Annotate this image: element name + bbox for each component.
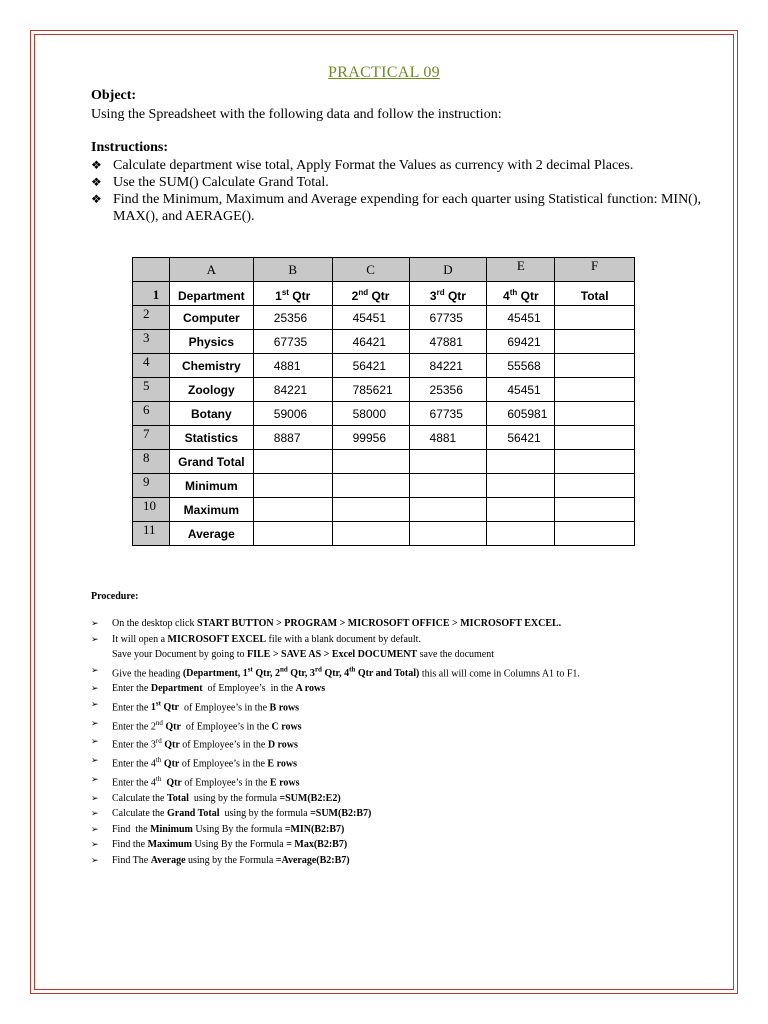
column-header: A [169,258,253,282]
q1-cell: 84221 [253,378,332,402]
total-cell [555,354,635,378]
total-cell [555,330,635,354]
arrow-bullet-icon: ➢ [91,683,99,694]
procedure-step: ➢ Give the heading (Department, 1st Qtr, 2nd Qtr, 3rd Qtr, 4th Qtr and Total) this all will come in Columns A1 to F1. [91,663,711,682]
table-row [133,354,635,378]
row-number: 9 [133,474,170,498]
procedure-step: ➢ It will open a MICROSOFT EXCEL file with a blank document by default. [91,632,711,648]
row-number: 1 [133,282,170,306]
procedure-heading: Procedure: [91,591,139,602]
q2-cell: 58000 [332,402,409,426]
spreadsheet-table [132,257,635,546]
header-cell-q4: 4th Qtr [487,282,555,306]
procedure-step: ➢ Enter the 2nd Qtr of Employee’s in the C rows [91,716,711,735]
header-cell-department: Department [169,282,253,306]
q3-cell: 67735 [409,306,487,330]
q4-cell [487,474,555,498]
arrow-bullet-icon: ➢ [91,839,99,850]
row-number: 8 [133,450,170,474]
row-number: 6 [133,402,170,426]
department-cell: Chemistry [169,354,253,378]
table-row [133,378,635,402]
q2-cell: 46421 [332,330,409,354]
object-heading: Object: [91,88,137,103]
table-row [133,498,635,522]
arrow-bullet-icon: ➢ [91,664,99,675]
q4-cell [487,450,555,474]
q3-cell [409,450,487,474]
department-cell: Average [169,522,253,546]
department-cell: Grand Total [169,450,253,474]
department-cell: Maximum [169,498,253,522]
diamond-bullet-icon: ❖ [91,158,102,172]
arrow-bullet-icon: ➢ [91,698,99,709]
department-cell: Zoology [169,378,253,402]
q3-cell: 4881 [409,426,487,450]
row-number: 3 [133,330,170,354]
procedure-step: ➢ Enter the 4th Qtr of Employee’s in the E rows [91,753,711,772]
column-header: D [409,258,487,282]
q2-cell [332,474,409,498]
total-cell [555,522,635,546]
row-number: 5 [133,378,170,402]
diamond-bullet-icon: ❖ [91,192,102,206]
q1-cell: 25356 [253,306,332,330]
row-number: 2 [133,306,170,330]
table-row [133,522,635,546]
q1-cell [253,450,332,474]
instruction-item: ❖ Use the SUM() Calculate Grand Total. [91,175,329,190]
arrow-bullet-icon: ➢ [91,774,99,785]
q3-cell: 47881 [409,330,487,354]
procedure-list [91,616,711,868]
q4-cell [487,522,555,546]
total-cell [555,426,635,450]
arrow-bullet-icon: ➢ [91,618,99,628]
procedure-step: ➢ Find the Minimum Using By the formula =MIN(B2:B7) [91,822,711,838]
column-header: C [332,258,409,282]
q3-cell [409,522,487,546]
q4-cell: 605981 [487,402,555,426]
table-row [133,402,635,426]
q2-cell [332,450,409,474]
q1-cell: 8887 [253,426,332,450]
total-cell [555,474,635,498]
q3-cell: 25356 [409,378,487,402]
table-header-row [133,282,635,306]
q4-cell: 45451 [487,378,555,402]
table-row [133,306,635,330]
column-header: B [253,258,332,282]
table-row [133,330,635,354]
q1-cell: 4881 [253,354,332,378]
arrow-bullet-icon: ➢ [91,736,99,747]
q2-cell: 45451 [332,306,409,330]
page-title: PRACTICAL 09 [328,64,440,81]
department-cell: Computer [169,306,253,330]
diamond-bullet-icon: ❖ [91,175,102,189]
column-header: E [487,258,555,282]
q4-cell: 69421 [487,330,555,354]
procedure-step: ➢ Find the Maximum Using By the Formula = Max(B2:B7) [91,837,711,853]
q4-cell: 56421 [487,426,555,450]
q1-cell [253,474,332,498]
q4-cell [487,498,555,522]
arrow-bullet-icon: ➢ [91,854,99,865]
total-cell [555,498,635,522]
arrow-bullet-icon: ➢ [91,755,99,766]
q2-cell: 785621 [332,378,409,402]
table-row [133,450,635,474]
q1-cell [253,498,332,522]
instruction-item: ❖ Calculate department wise total, Apply Format the Values as currency with 2 decimal Places. [91,158,634,173]
header-cell-total: Total [555,282,635,306]
q1-cell [253,522,332,546]
row-number: 4 [133,354,170,378]
department-cell: Botany [169,402,253,426]
q1-cell: 67735 [253,330,332,354]
department-cell: Physics [169,330,253,354]
procedure-step: ➢ Find The Average using by the Formula =Average(B2:B7) [91,853,711,869]
header-cell-q1: 1st Qtr [253,282,332,306]
arrow-bullet-icon: ➢ [91,633,99,644]
q2-cell: 99956 [332,426,409,450]
column-header: F [555,258,635,282]
procedure-step: ➢ Calculate the Total using by the formula =SUM(B2:E2) [91,791,711,807]
table-row [133,426,635,450]
instructions-heading: Instructions: [91,140,169,155]
q3-cell: 84221 [409,354,487,378]
q3-cell [409,474,487,498]
procedure-step: ➢ Enter the 1st Qtr of Employee’s in the B rows [91,697,711,716]
procedure-step: ➢ On the desktop click START BUTTON > PROGRAM > MICROSOFT OFFICE > MICROSOFT EXCEL. [91,616,711,632]
procedure-step: ➢ Enter the 4th Qtr of Employee’s in the E rows [91,772,711,791]
q2-cell: 56421 [332,354,409,378]
instructions-list [91,157,701,225]
arrow-bullet-icon: ➢ [91,792,99,803]
table-row [133,474,635,498]
header-cell-q2: 2nd Qtr [332,282,409,306]
row-number: 10 [133,498,170,522]
total-cell [555,450,635,474]
q2-cell [332,498,409,522]
procedure-step: ➢ Enter the 3rd Qtr of Employee’s in the D rows [91,734,711,753]
q3-cell [409,498,487,522]
q2-cell [332,522,409,546]
row-number: 7 [133,426,170,450]
procedure-step-continuation: Save your Document by going to FILE > SAVE AS > Excel DOCUMENT save the document [112,649,495,660]
q1-cell: 59006 [253,402,332,426]
total-cell [555,306,635,330]
q4-cell: 55568 [487,354,555,378]
arrow-bullet-icon: ➢ [91,823,99,834]
procedure-step: ➢ Enter the Department of Employee’s in the A rows [91,681,711,697]
total-cell [555,378,635,402]
arrow-bullet-icon: ➢ [91,717,99,728]
corner-cell [133,258,170,282]
department-cell: Minimum [169,474,253,498]
q4-cell: 45451 [487,306,555,330]
header-cell-q3: 3rd Qtr [409,282,487,306]
row-number: 11 [133,522,170,546]
column-header-row [133,258,635,282]
q3-cell: 67735 [409,402,487,426]
object-text: Using the Spreadsheet with the following data and follow the instruction: [91,107,502,122]
instruction-item: ❖ Find the Minimum, Maximum and Average expending for each quarter using Statistical function: MIN(), MAX(), and AERAGE(). [91,192,701,224]
total-cell [555,402,635,426]
arrow-bullet-icon: ➢ [91,808,99,819]
department-cell: Statistics [169,426,253,450]
procedure-step: ➢ Calculate the Grand Total using by the formula =SUM(B2:B7) [91,806,711,822]
